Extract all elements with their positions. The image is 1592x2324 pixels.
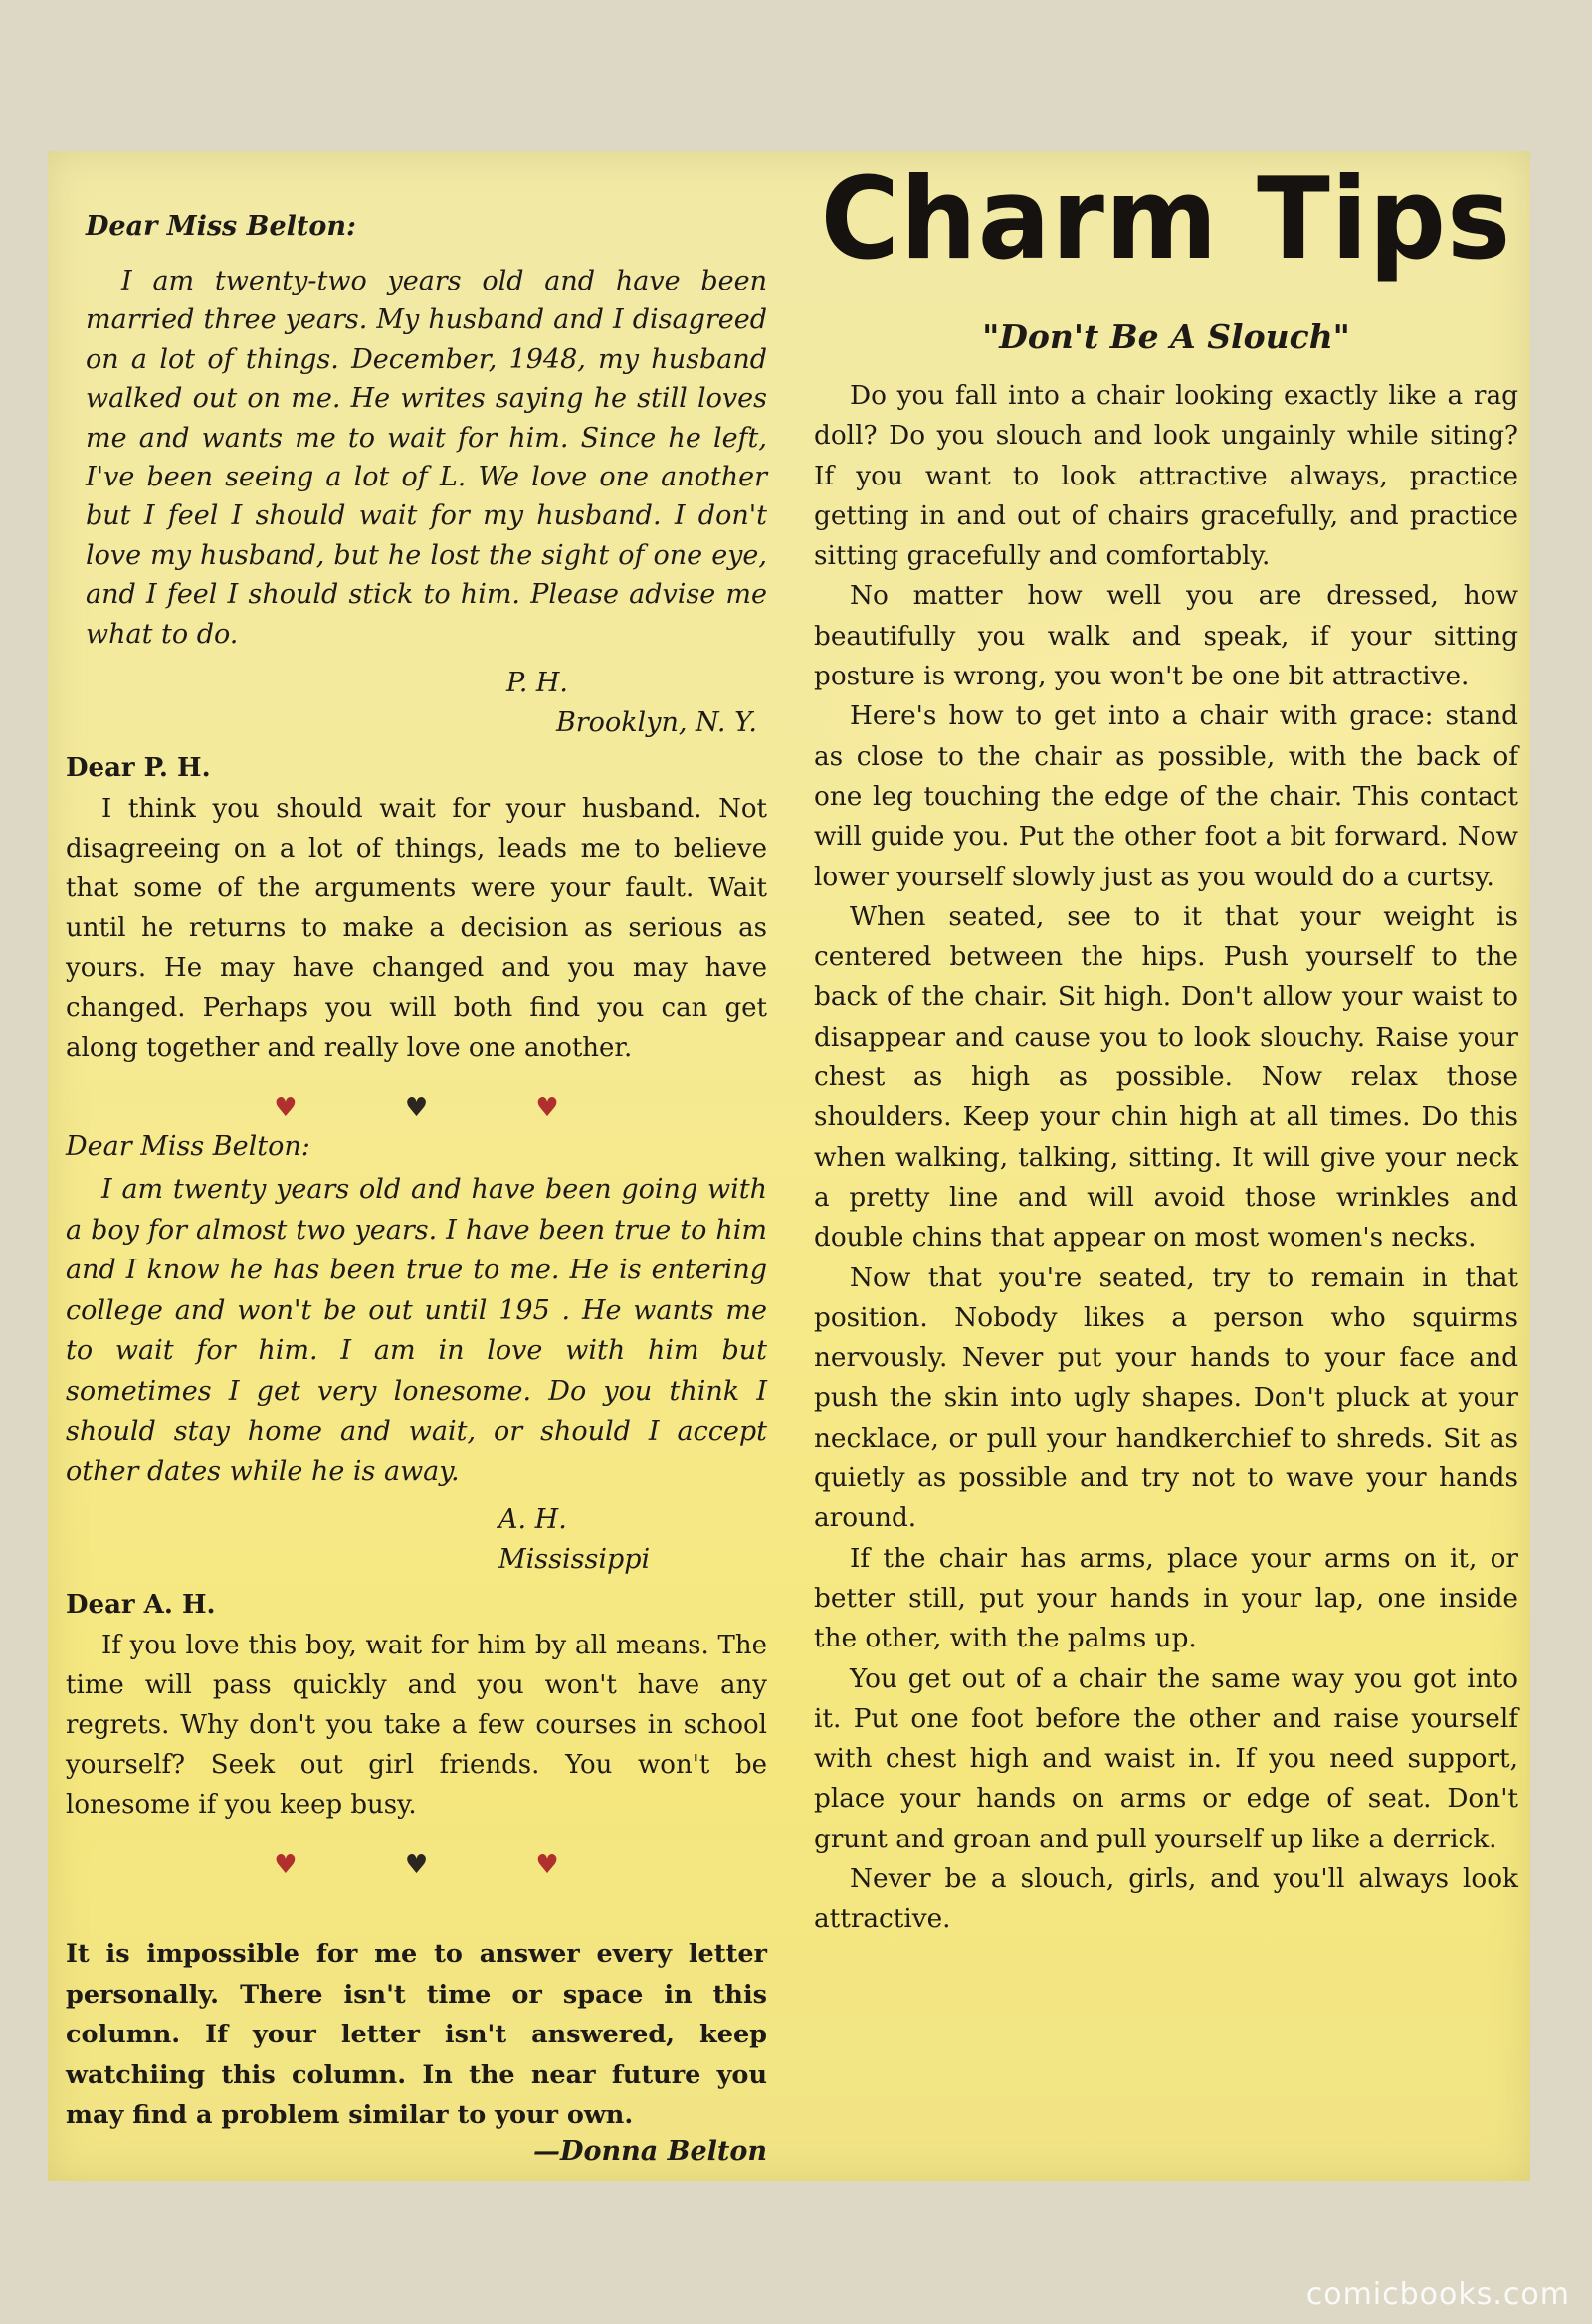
hearts-divider-2	[66, 1850, 767, 1880]
letter1-location: Brooklyn, N. Y.	[555, 707, 757, 739]
reply2-body: If you love this boy, wait for him by all means. The time will pass quickly and you won't have any regrets. Why don't you take a few courses in school yourself? Seek out girl friends. You won't be lonesome if you keep busy.	[66, 1631, 767, 1821]
article-paragraph: Here's how to get into a chair with grace: stand as close to the chair as possible, with the back of one leg touching the edge of the chair. This contact will guide you. Put the other foot a bit forward. Now lower yourself slowly just as you would do a curtsy.	[814, 701, 1518, 892]
letters-column	[66, 151, 767, 2167]
letter2-location: Mississippi	[498, 1544, 651, 1576]
hearts-divider-1	[66, 1093, 767, 1123]
letter2-body: I am twenty years old and have been going with a boy for almost two years. I have been true to him and I know he has been true to me. He is entering college and won't be out until 195 . He wants me to wait for him. I am in love with him but sometimes I get very lonesome. Do you think I should stay home and wait, or should I accept other dates while he is away.	[66, 1174, 767, 1487]
reply1-salutation: Dear P. H.	[66, 753, 211, 784]
letter1-body: I am twenty-two years old and have been married three years. My husband and I disagreed on a lot of things. December, 1948, my husband walked out on me. He writes saying he still loves me and wants me to wait for him. Since he left, I've been seeing a lot of L. We love one another but I feel I should wait for my husband. I don't love my husband, but he lost the sight of one eye, and I feel I should stick to him. Please advise me what to do.	[86, 266, 767, 650]
letter1-initials: P. H.	[506, 668, 568, 699]
article-paragraph: Now that you're seated, try to remain in that position. Nobody likes a person who squirms nervously. Never put your hands to your face and push the skin into ugly shapes. Don't pluck at your necklace, or pull your handkerchief to shreds. Sit as quietly as possible and try not to wave your hands around.	[814, 1262, 1518, 1534]
article-subtitle: "Don't Be A Slouch"	[982, 317, 1350, 356]
article-paragraph: You get out of a chair the same way you got into it. Put one foot before the other and raise yourself with chest high and waist in. If you need support, place your hands on arms or edge of seat. Don't grunt and groan and pull yourself up like a derrick.	[814, 1663, 1518, 1854]
article-paragraph: Do you fall into a chair looking exactly like a rag doll? Do you slouch and look ungainly while siting? If you want to look attractive always, practice getting in and out of chairs gracefully, and practice sitting gracefully and comfortably.	[814, 381, 1518, 572]
column-title: Charm Tips	[820, 153, 1512, 286]
heart-icon: ♥	[274, 1093, 298, 1124]
heart-icon: ♥	[274, 1850, 298, 1881]
reply2-salutation: Dear A. H.	[66, 1590, 216, 1621]
article-paragraph: If the chair has arms, place your arms on it, or better still, put your hands in your lap, one inside the other, with the palms up.	[814, 1543, 1518, 1654]
article-paragraph: No matter how well you are dressed, how beautifully you walk and speak, if your sitting posture is wrong, you won't be one bit attractive.	[814, 581, 1518, 692]
article-paragraph: Never be a slouch, girls, and you'll always look attractive.	[814, 1863, 1518, 1935]
closing-note: It is impossible for me to answer every letter personally. There isn't time or space in this column. If your letter isn't answered, keep watchiing this column. In the near future you may find a problem similar to your own.	[66, 1939, 767, 2131]
heart-icon: ♥	[404, 1093, 429, 1124]
heart-icon: ♥	[535, 1850, 559, 1881]
watermark: comicbooks.com	[1305, 2277, 1570, 2312]
reply1-body: I think you should wait for your husband. Not disagreeing on a lot of things, leads me to believe that some of the arguments were your fault. Wait until he returns to make a decision as serious as yours. He may have changed and you may have changed. Perhaps you will both find you can get along together and really love one another.	[66, 794, 767, 1064]
charm-tips-column	[814, 151, 1518, 1940]
closing-signature: —Donna Belton	[533, 2135, 767, 2167]
article-paragraph: When seated, see to it that your weight is centered between the hips. Push yourself to the back of the chair. Sit high. Don't allow your waist to disappear and cause you to look slouchy. Raise your chest as high as possible. Now relax those shoulders. Keep your chin high at all times. Do this when walking, talking, sitting. It will give your neck a pretty line and will avoid those wrinkles and double chins that appear on most women's necks.	[814, 901, 1518, 1254]
heart-icon: ♥	[404, 1850, 429, 1881]
heart-icon: ♥	[535, 1093, 559, 1124]
letter2-salutation: Dear Miss Belton:	[66, 1131, 310, 1163]
comic-page	[48, 151, 1530, 2181]
letter2-initials: A. H.	[498, 1504, 567, 1536]
letter1-salutation: Dear Miss Belton:	[86, 211, 356, 242]
